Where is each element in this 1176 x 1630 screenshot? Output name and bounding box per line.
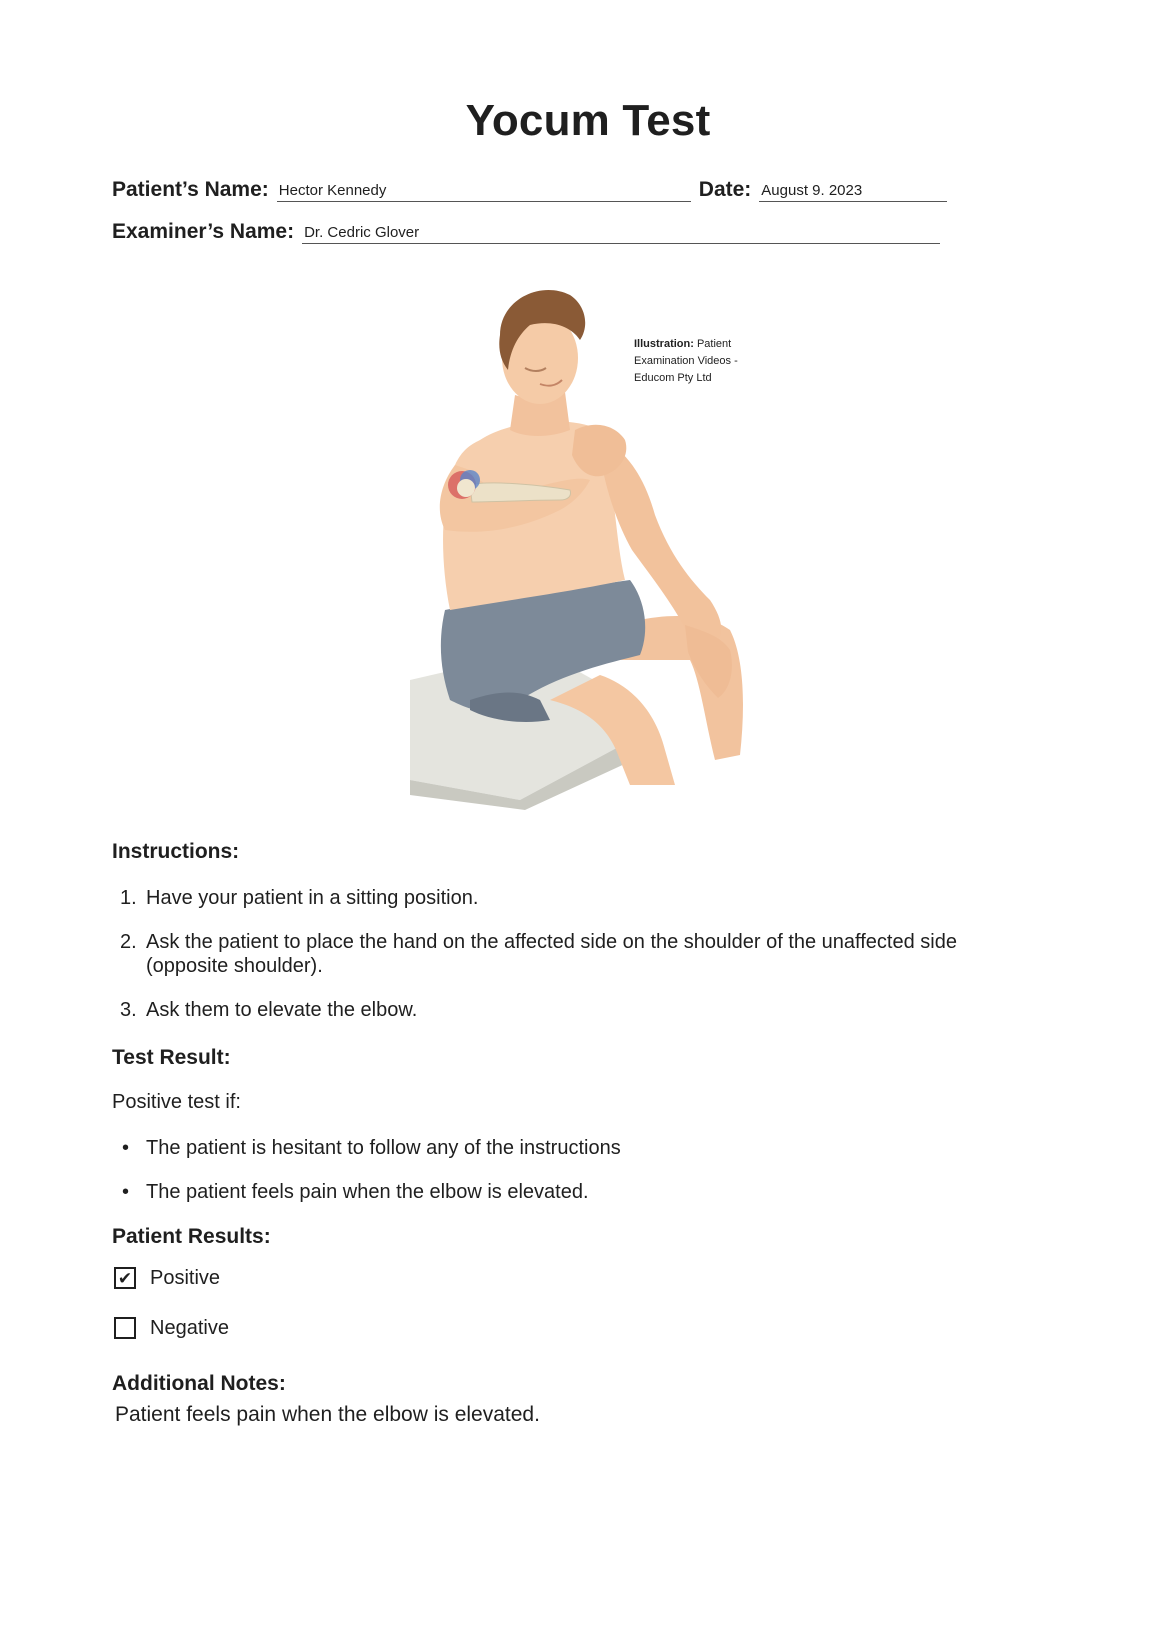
patient-results-heading: Patient Results: xyxy=(112,1225,271,1248)
list-item xyxy=(120,886,1040,910)
bullet-icon: • xyxy=(122,1181,130,1203)
instructions-heading: Instructions: xyxy=(112,840,240,863)
illustration-credit xyxy=(634,336,774,387)
positive-test-intro: Positive test if: xyxy=(112,1091,241,1113)
list-item-number: 1. xyxy=(120,887,137,909)
negative-option[interactable] xyxy=(114,1316,229,1340)
positive-label: Positive xyxy=(150,1267,221,1289)
list-item-number: 3. xyxy=(120,999,137,1021)
negative-label: Negative xyxy=(150,1317,229,1339)
list-item-text: Have your patient in a sitting position. xyxy=(146,887,479,909)
positive-checkbox[interactable]: ✔ xyxy=(114,1267,136,1289)
additional-notes-heading: Additional Notes: xyxy=(112,1372,286,1395)
positive-criteria-list xyxy=(120,1136,621,1224)
test-result-heading: Test Result: xyxy=(112,1046,231,1069)
list-item-number: 2. xyxy=(120,931,137,953)
illustration-credit-text: Patient Examination Videos - Educom Pty Ltd xyxy=(634,338,738,384)
list-item-text: The patient is hesitant to follow any of the instructions xyxy=(146,1137,621,1159)
page-title: Yocum Test xyxy=(465,96,711,145)
patient-date-row xyxy=(112,178,947,202)
bullet-icon: • xyxy=(122,1137,130,1159)
list-item-text: Ask them to elevate the elbow. xyxy=(146,999,418,1021)
examiner-name-label: Examiner’s Name: xyxy=(112,220,295,243)
list-item-text: The patient feels pain when the elbow is elevated. xyxy=(146,1181,589,1203)
positive-option[interactable] xyxy=(114,1266,220,1290)
list-item xyxy=(120,930,1040,978)
patient-name-field[interactable]: Hector Kennedy xyxy=(277,181,691,202)
patient-name-label: Patient’s Name: xyxy=(112,178,269,201)
list-item xyxy=(120,1136,621,1160)
examiner-name-field[interactable]: Dr. Cedric Glover xyxy=(302,223,940,244)
date-label: Date: xyxy=(698,178,752,201)
date-field[interactable]: August 9. 2023 xyxy=(759,181,947,202)
additional-notes-text: Patient feels pain when the elbow is elevated. xyxy=(115,1403,540,1426)
illustration-credit-label: Illustration: xyxy=(634,338,694,350)
list-item xyxy=(120,1180,621,1204)
list-item-text: Ask the patient to place the hand on the affected side on the shoulder of the unaffected side (opposite shoulder). xyxy=(146,931,957,977)
negative-checkbox[interactable] xyxy=(114,1317,136,1339)
examiner-row xyxy=(112,220,940,244)
list-item xyxy=(120,998,1040,1022)
instructions-list xyxy=(120,886,1040,1042)
